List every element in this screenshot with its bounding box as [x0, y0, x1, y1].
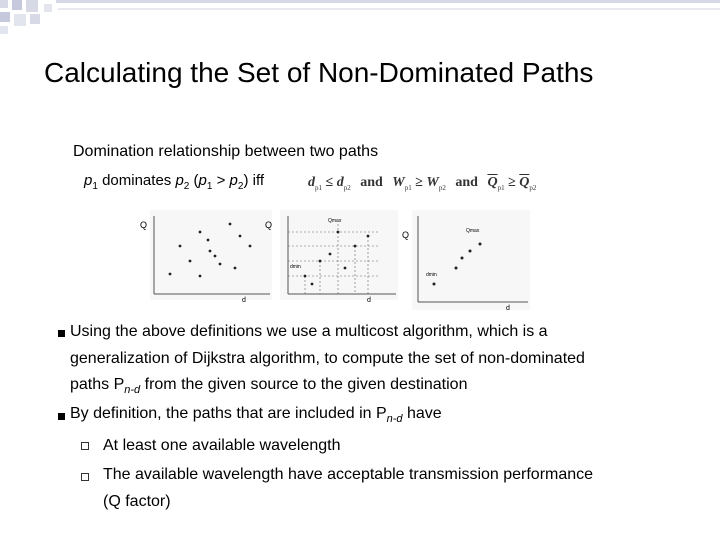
domination-plots — [140, 206, 540, 316]
bullet-definition: By definition, the paths that are included in $P_{n-d}$ have — [70, 405, 442, 426]
bullet-multicost: Using the above definitions we use a multicost algorithm, which is a generalization of Dijkstra algorithm, to compute the set of non-dominated paths $P_{n-d}$ from the given source to the given destination — [70, 323, 585, 397]
plot3-q-label: Q — [402, 230, 410, 240]
plot-all-paths — [140, 210, 272, 304]
plot3-dmin-label: dmin — [426, 272, 437, 278]
domination-definition: $p_1$ dominates $p_2$ $(p_1 > p_2)$ iff — [84, 172, 265, 192]
subitem-wavelength: At least one available wavelength — [103, 437, 341, 454]
bullet-marker — [58, 330, 65, 337]
plot2-q-label: Q — [265, 220, 273, 230]
subitem-marker — [81, 442, 89, 450]
plot-non-dominated-set — [402, 210, 530, 312]
plot2-dmin-label: dmin — [290, 264, 301, 270]
domination-formula: $d_{p1} \le d_{p2}$ and $W_{p1} \ge W_{p2}$ and $\overline{Q}_{p1} \ge \overline{Q}_{p2}$ — [308, 175, 537, 192]
plot2-d-label: d — [367, 297, 371, 304]
bullet-marker — [58, 413, 65, 420]
domination-subtitle: Domination relationship between two paths — [73, 143, 379, 160]
subitem-marker — [81, 473, 89, 481]
decorative-squares — [0, 0, 720, 50]
subitem-transmission: The available wavelength have acceptable transmission performance (Q factor) — [103, 466, 594, 510]
plot3-d-label: d — [506, 305, 510, 312]
plot3-qmax-label: Qmax — [466, 228, 480, 234]
plot1-d-label: d — [242, 297, 246, 304]
slide-title: Calculating the Set of Non-Dominated Paths — [44, 57, 594, 88]
plot2-qmax-label: Qmax — [328, 218, 342, 224]
plot1-q-label: Q — [140, 220, 148, 230]
plot-dominated-region — [265, 210, 398, 304]
